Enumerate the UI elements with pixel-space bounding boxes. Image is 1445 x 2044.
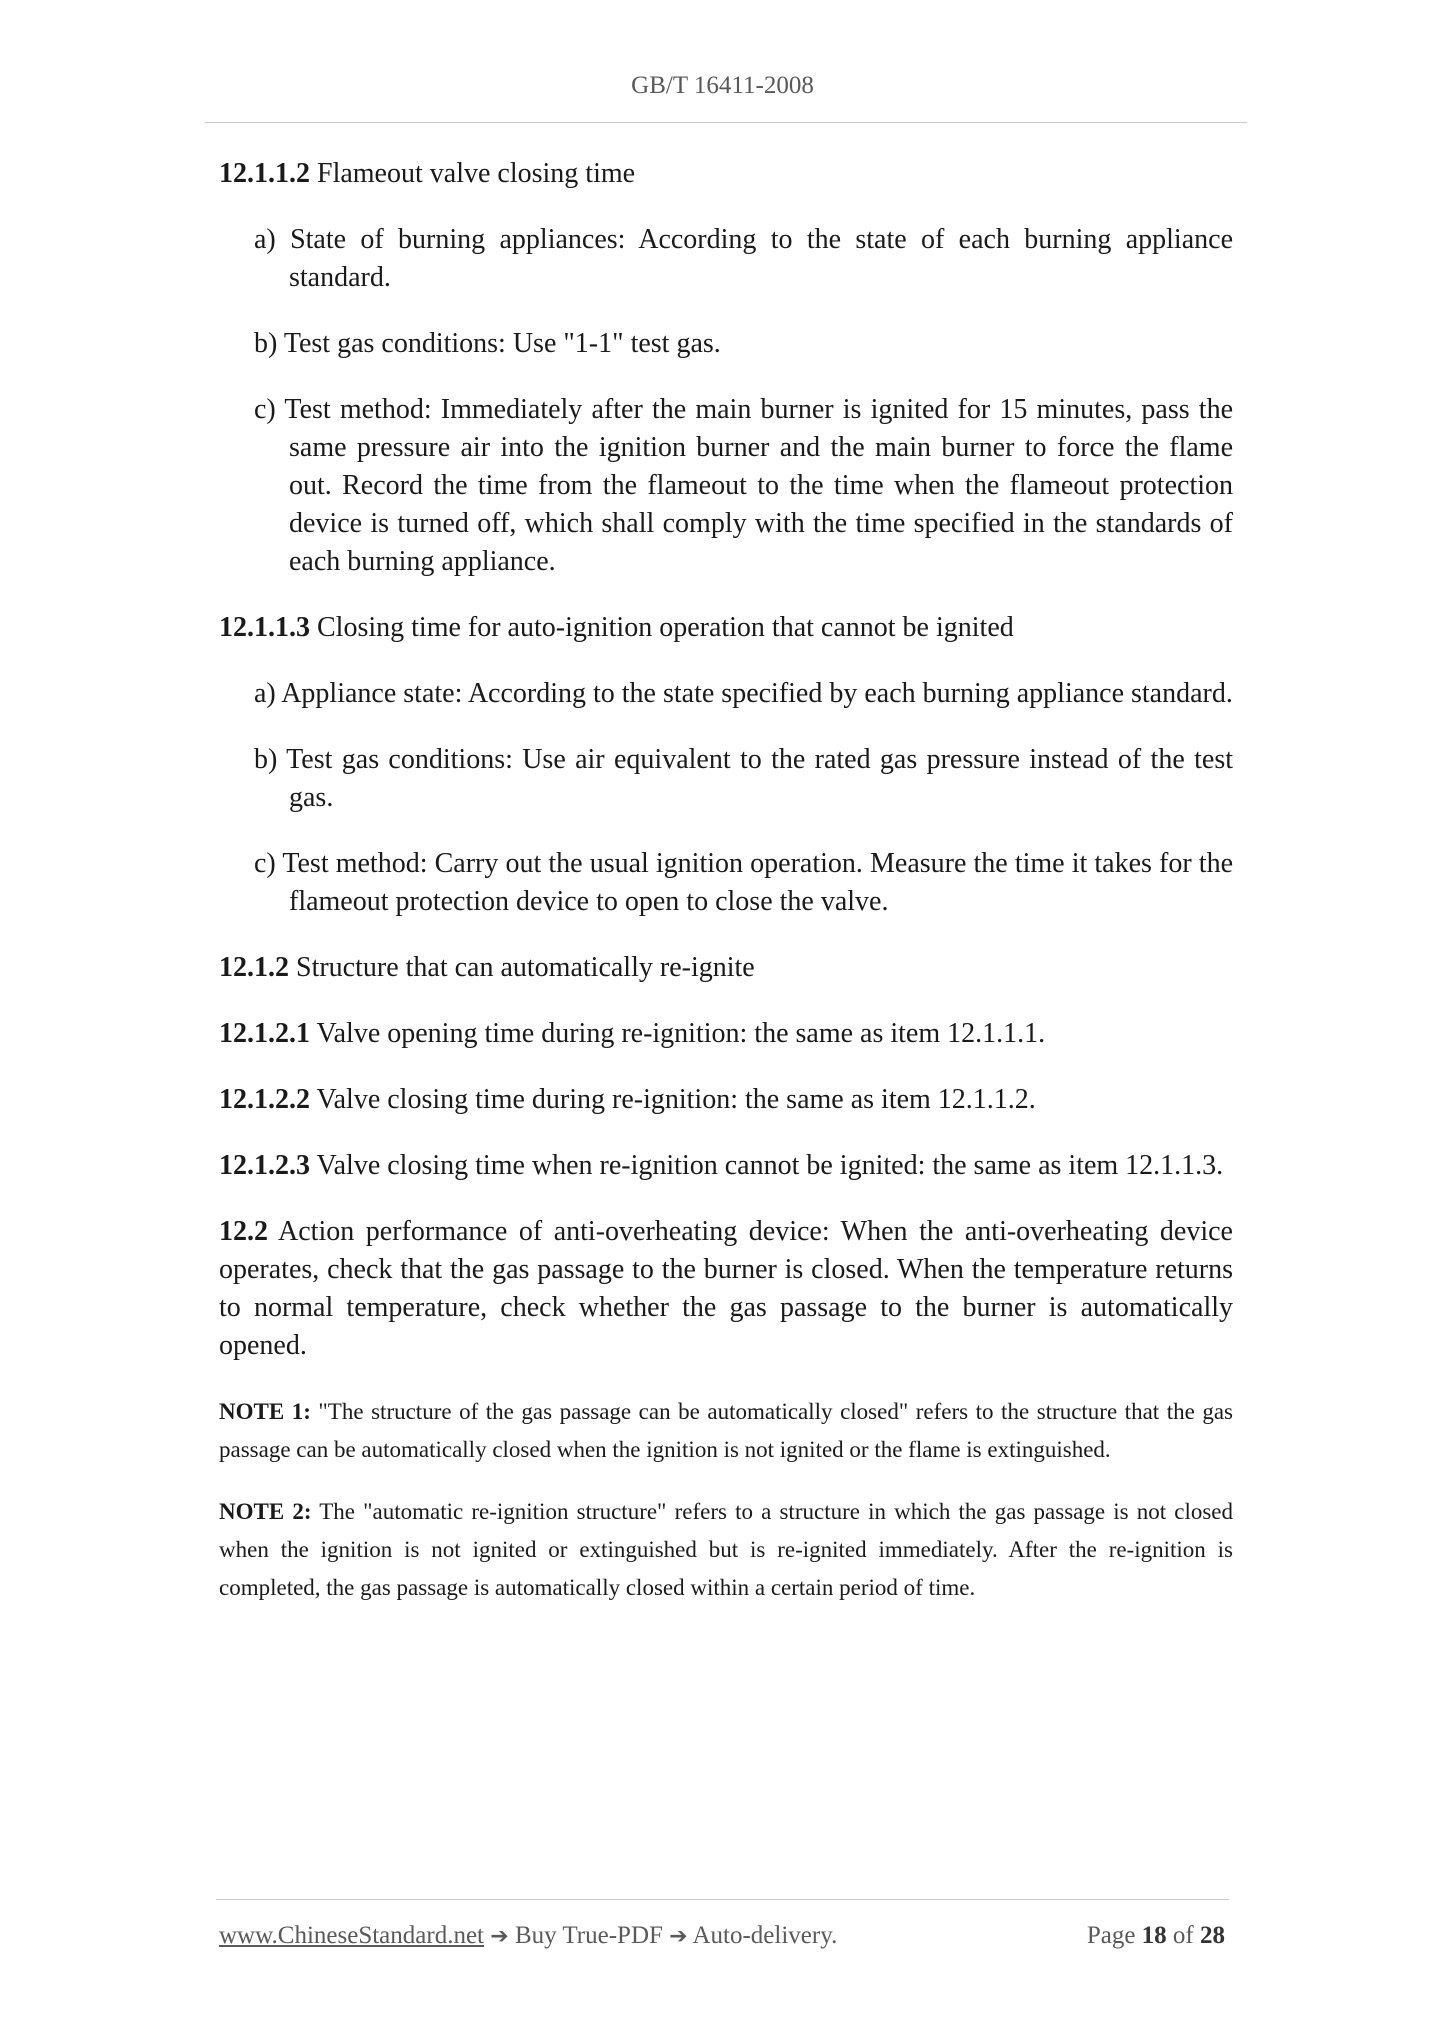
footer-links <box>219 1922 837 1950</box>
page-label: Page <box>1086 1922 1136 1949</box>
clause-12-1-1-3 <box>219 609 1233 647</box>
page-number: 18 <box>1141 1922 1167 1949</box>
clause-12-1-2-3 <box>219 1147 1233 1185</box>
clause-12-1-2-1 <box>219 1015 1233 1053</box>
list-item-a: a) State of burning appliances: According to the state of each burning appliance standard. <box>254 224 1233 293</box>
clause-12-2 <box>219 1213 1233 1365</box>
header-title: GB/T 16411-2008 <box>631 72 814 99</box>
arrow-right-icon: ➔ <box>669 1924 688 1949</box>
list-item-b: b) Test gas conditions: Use air equivalent to the rated gas pressure instead of the test gas. <box>254 744 1233 813</box>
clause-number: 12.1.1.3 <box>219 612 310 643</box>
clause-text: Valve closing time during re-ignition: the same as item 12.1.1.2. <box>316 1084 1036 1115</box>
clause-12-1-2-2 <box>219 1081 1233 1119</box>
list-item-b: b) Test gas conditions: Use "1-1" test gas. <box>254 328 721 359</box>
list-item-a: a) Appliance state: According to the state specified by each burning appliance standard. <box>254 678 1233 709</box>
clause-number: 12.1.2.3 <box>219 1150 310 1181</box>
clause-12-1-2 <box>219 949 1233 987</box>
note-2 <box>219 1493 1233 1607</box>
note-1 <box>219 1393 1233 1469</box>
website-link[interactable]: www.ChineseStandard.net <box>219 1922 484 1949</box>
of-label: of <box>1172 1922 1194 1949</box>
list-item-c: c) Test method: Carry out the usual ignition operation. Measure the time it takes for the flameout protection device to open to close the valve. <box>254 848 1233 917</box>
note-text: "The structure of the gas passage can be automatically closed" refers to the structure that the gas passage can be automatically closed when the ignition is not ignited or the flame is extinguished. <box>219 1399 1233 1462</box>
auto-delivery-text: Auto-delivery. <box>692 1922 838 1949</box>
clause-number: 12.1.2.2 <box>219 1084 310 1115</box>
header-divider <box>205 122 1247 123</box>
clause-12-1-1-2 <box>219 155 1233 193</box>
clause-number: 12.1.2.1 <box>219 1018 310 1049</box>
clause-text: Valve closing time when re-ignition cannot be ignited: the same as item 12.1.1.3. <box>316 1150 1224 1181</box>
list-item-c: c) Test method: Immediately after the main burner is ignited for 15 minutes, pass the same pressure air into the ignition burner and the main burner to force the flame out. Record the time from the flameout to the time when the flameout protection device is turned off, which shall comply with the time specified in the standards of each burning appliance. <box>254 394 1233 577</box>
clause-number: 12.2 <box>219 1216 268 1247</box>
footer-divider <box>216 1899 1229 1900</box>
clause-number: 12.1.2 <box>219 952 289 983</box>
clause-number: 12.1.1.2 <box>219 158 310 189</box>
clause-title: Flameout valve closing time <box>317 158 636 189</box>
clause-text: Action performance of anti-overheating device: When the anti-overheating device operates, check that the gas passage to the burner is closed. When the temperature returns to normal temperature, check whether the gas passage to the burner is automatically opened. <box>219 1216 1233 1361</box>
clause-title: Structure that can automatically re-ignite <box>296 952 755 983</box>
clause-text: Valve opening time during re-ignition: the same as item 12.1.1.1. <box>316 1018 1046 1049</box>
page-total: 28 <box>1200 1922 1225 1949</box>
arrow-right-icon: ➔ <box>490 1924 509 1949</box>
note-text: The "automatic re-ignition structure" refers to a structure in which the gas passage is not closed when the ignition is not ignited or extinguished but is re-ignited immediately. After the re-ignition is completed, the gas passage is automatically closed within a certain period of time. <box>219 1499 1233 1600</box>
note-label: NOTE 2: <box>219 1499 312 1524</box>
buy-true-pdf-text: Buy True-PDF <box>514 1922 663 1949</box>
page-indicator <box>1087 1922 1225 1950</box>
clause-title: Closing time for auto-ignition operation that cannot be ignited <box>317 612 1014 643</box>
note-label: NOTE 1: <box>219 1399 311 1424</box>
document-body <box>219 155 1233 1631</box>
